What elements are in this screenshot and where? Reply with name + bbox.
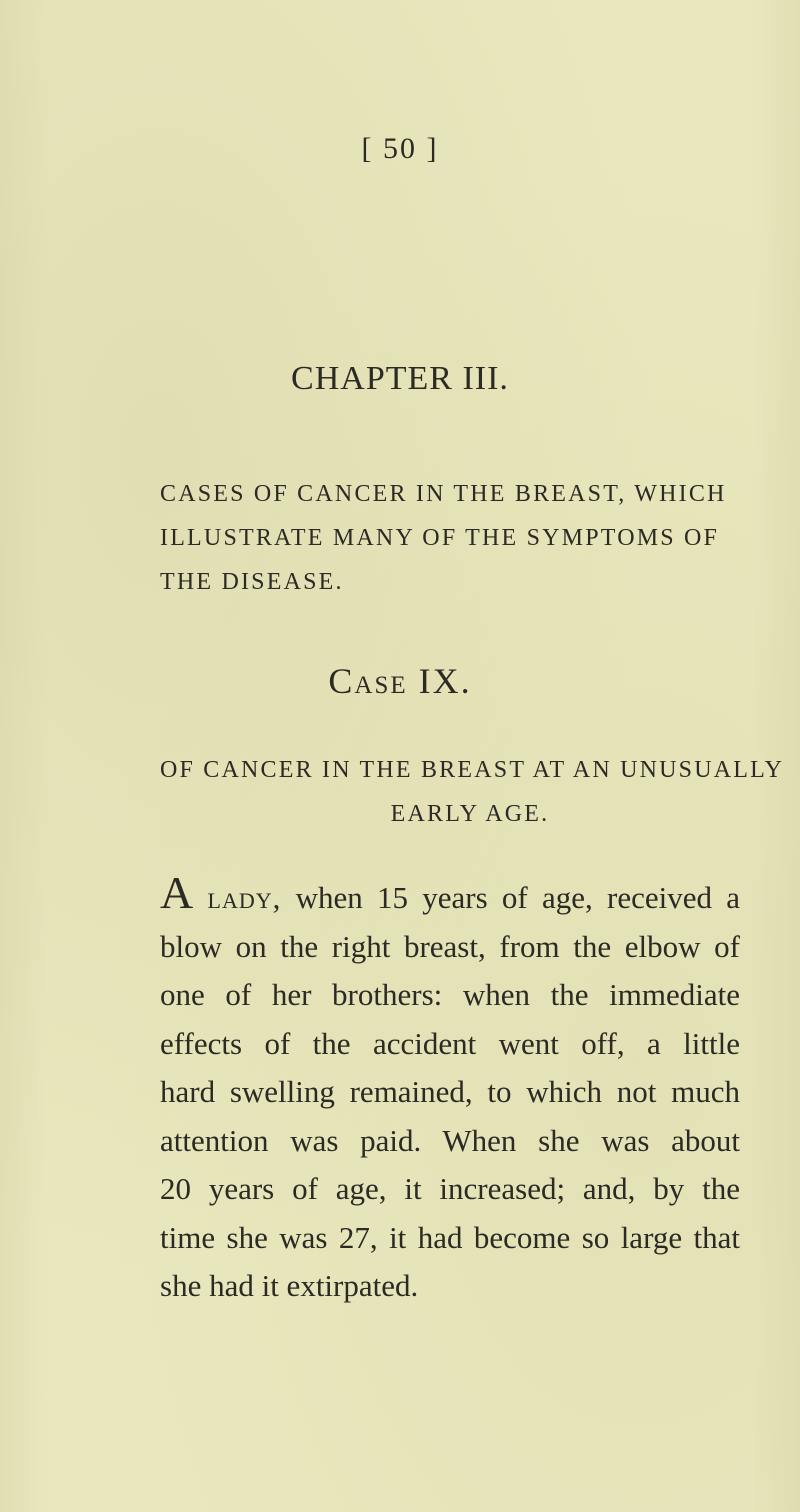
body-line: she had it extirpated. (160, 1268, 419, 1303)
body-line-first (160, 867, 741, 923)
case-title: Case IX. (328, 661, 472, 701)
case-subtitle-line: OF CANCER IN THE BREAST AT AN UNUSUALLY (160, 757, 785, 783)
first-line-rest: when 15 years of age, received a (295, 880, 741, 915)
body-line: hard swelling remained, to which not much (160, 1074, 740, 1109)
body-line: effects of the accident went off, a little (160, 1025, 740, 1061)
body-line: blow on the right breast, from the elbow of (160, 928, 740, 964)
chapter-title: CHAPTER III. (291, 360, 509, 397)
page-number: [ 50 ] (361, 132, 439, 165)
body-line: one of her brothers: when the immediate (160, 977, 740, 1012)
drop-cap: A (160, 867, 194, 918)
chapter-subtitle-line: THE DISEASE. (160, 569, 344, 595)
body-line: time she was 27, it had become so large that (160, 1219, 740, 1255)
case-subtitle-line: EARLY AGE. (390, 801, 550, 827)
chapter-subtitle-line: ILLUSTRATE MANY OF THE SYMPTOMS OF (160, 525, 720, 551)
case-subtitle (160, 748, 785, 836)
body-line: 20 years of age, it increased; and, by the (160, 1171, 740, 1206)
body-paragraph (160, 867, 741, 1311)
chapter-subtitle-line: CASES OF CANCER IN THE BREAST, WHICH (160, 481, 727, 507)
chapter-subtitle (160, 472, 780, 604)
body-line: attention was paid. When she was about (160, 1122, 740, 1158)
first-word: lady, (207, 880, 282, 915)
